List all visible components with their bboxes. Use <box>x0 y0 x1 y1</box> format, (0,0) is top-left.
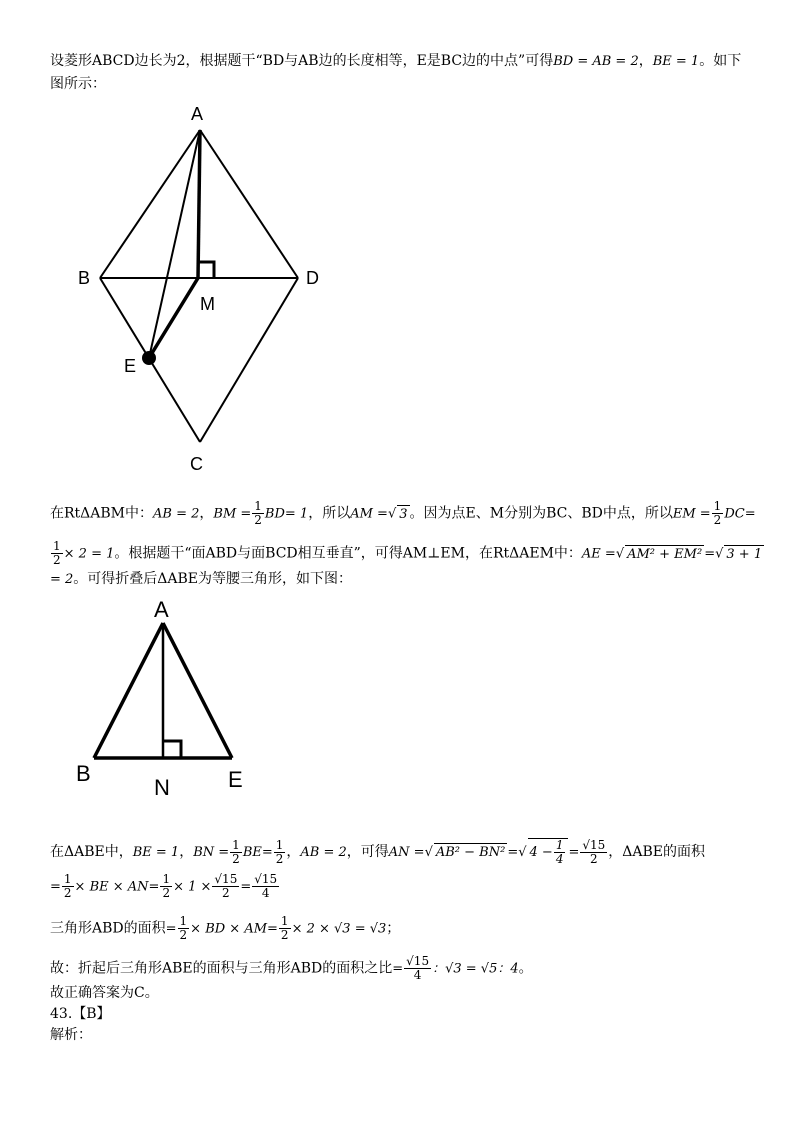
segment-AE <box>149 130 200 358</box>
para2-math-2a: BM = <box>213 506 252 522</box>
edge-AE <box>163 623 232 758</box>
frac-num: 1 <box>63 872 72 886</box>
frac-den: 2 <box>162 886 171 900</box>
para2-sep1: ， <box>199 505 214 522</box>
para3-frac-8 <box>252 873 279 900</box>
frac-den: 4 <box>261 886 270 900</box>
label-M: M <box>200 294 215 314</box>
para2-line1: 在RtΔABM中：AB = 2，BM = $\frac{1}{2}$ BD= 1，所以AM =√ 3 。因为点E、M分别为BC、BD中点，所以EM = $\frac{1}{2}$ DC= <box>50 499 756 527</box>
para3-math-2: BN = <box>193 845 230 860</box>
edge-AB <box>100 130 200 278</box>
edge-AB <box>94 623 163 758</box>
para3-line1: 在ΔABE中，BE = 1，BN = $\frac{1}{2}$ BE= $\frac{1}{2}$ ，AB = 2，可得AN =√ AB² − BN² =√ 4 − $\frac{1}{4}$ = $\frac{√15}{2}$ ，ΔABE的面积 <box>50 837 706 866</box>
frac-num: 1 <box>162 872 171 886</box>
frac-den: 2 <box>63 886 72 900</box>
para3-frac-7 <box>212 873 239 900</box>
para3-sep2: ， <box>286 844 301 860</box>
para3-frac-2 <box>274 839 286 866</box>
para2-text-d: 。根据题干“面ABD与面BCD相互垂直”，可得AM⊥EM，在RtΔAEM中： <box>114 545 582 562</box>
para2-math-3: AM = <box>350 506 388 522</box>
para2-eq: = <box>744 506 756 522</box>
answer-line: 故正确答案为C。 <box>50 985 159 1001</box>
para3-text-b: ，可得 <box>346 844 389 860</box>
segment-AM <box>198 130 200 278</box>
para2-math-5: × 2 = 1 <box>63 546 115 562</box>
para4-math-1: = <box>165 921 177 937</box>
para4-frac-2 <box>279 915 291 942</box>
para5-line <box>50 955 533 982</box>
para3-frac-5 <box>62 873 74 900</box>
para4-text-a: 三角形ABD的面积 <box>50 920 166 937</box>
para2-math-6b: = <box>704 546 716 562</box>
para2-sqrt-6: AM² + EM² <box>627 546 703 562</box>
para2-math-6: AE = <box>581 546 616 562</box>
para3-text-a: 在ΔABE中， <box>50 844 133 860</box>
para3-frac-3 <box>554 839 566 866</box>
frac-den: 4 <box>413 968 422 982</box>
frac-den: 2 <box>254 513 262 527</box>
para3-sep1: ， <box>179 844 194 860</box>
frac-den: 2 <box>53 553 61 567</box>
para3-frac-4 <box>580 839 607 866</box>
right-angle-mark <box>198 262 214 278</box>
para2-sqrt-3: 3 <box>399 506 408 522</box>
label-E: E <box>228 767 243 792</box>
label-C: C <box>190 454 203 474</box>
frac-num: 1 <box>254 499 262 513</box>
para4-line <box>50 915 400 942</box>
frac-num: √15 <box>214 872 238 886</box>
label-B: B <box>76 761 91 786</box>
para3-math-1: BE = 1 <box>132 845 180 860</box>
frac-num: √15 <box>582 837 606 852</box>
para5-text-a: 故：折起后三角形ABE的面积与三角形ABD的面积之比 <box>50 960 393 977</box>
para2-math-1: AB = 2 <box>153 506 200 522</box>
para3-line2 <box>50 873 280 900</box>
analysis-label: 解析： <box>50 1027 92 1043</box>
edge-AD <box>200 130 298 278</box>
label-B: B <box>78 268 91 288</box>
para4-text-b: ； <box>386 920 401 937</box>
para2-math-4: EM = <box>672 506 711 522</box>
para4-math-2: × BD × AM= <box>190 921 278 937</box>
para2-text-a: 在RtΔABM中： <box>50 505 154 522</box>
para3-math-4: AN = <box>388 845 425 860</box>
para5-text-b: 。 <box>518 960 533 977</box>
label-A: A <box>154 597 169 622</box>
para3-sqrt-5 <box>528 838 569 866</box>
para5-frac-1 <box>404 955 431 982</box>
para2-text-c: 。因为点E、M分别为BC、BD中点，所以 <box>409 505 673 522</box>
para3-math-7: × BE × AN= <box>74 879 160 895</box>
segment-EM <box>149 278 198 358</box>
frac-num: 1 <box>179 914 188 928</box>
para2-text-e: 。可得折叠后ΔABE为等腰三角形，如下图： <box>73 571 353 587</box>
triangle-figure <box>70 595 270 805</box>
para1-line1 <box>50 52 741 71</box>
rhombus-figure <box>70 100 340 480</box>
frac-num: 1 <box>275 837 284 852</box>
para3-frac-1 <box>230 839 242 866</box>
frac-den: 2 <box>590 851 598 866</box>
para3-math-3: AB = 2 <box>300 845 347 860</box>
para3-math-5: = <box>568 845 580 860</box>
para2-frac-3 <box>51 540 63 567</box>
frac-den: 4 <box>555 852 564 866</box>
para2-frac-1 <box>252 500 264 527</box>
para3-frac-6 <box>160 873 172 900</box>
para1-line2 <box>50 75 106 93</box>
para3-math-6: = <box>50 879 61 895</box>
label-D: D <box>306 268 319 288</box>
para1-text-a: 设菱形ABCD边长为2，根据题干“BD与AB边的长度相等，E是BC边的中点”可得 <box>50 53 554 69</box>
frac-num: 1 <box>280 914 289 928</box>
question-number: 43.【B】 <box>50 1006 111 1022</box>
frac-num: 1 <box>555 838 564 852</box>
para2-math-4b: DC <box>724 506 745 522</box>
frac-den: 2 <box>232 851 240 866</box>
label-E: E <box>124 356 137 376</box>
para1-text-c: 图所示： <box>50 76 106 92</box>
frac-num: 1 <box>713 499 722 513</box>
frac-den: 2 <box>179 928 188 942</box>
para2-line2: $\frac{1}{2}$ × 2 = 1。根据题干“面ABD与面BCD相互垂直”，可得AM⊥EM，在RtΔAEM中：AE =√ AM² + EM² =√ 3 + 1 <box>53 539 763 567</box>
point-E-dot <box>142 351 156 365</box>
para4-frac-1 <box>178 915 190 942</box>
para3-sqrt-4: AB² − BN² <box>435 845 506 860</box>
para3-math-8: × 1 × <box>173 879 212 895</box>
sqrt-inner: 4 − <box>529 845 553 860</box>
para2-text-b: ，所以 <box>308 505 351 522</box>
para3-math-9: = <box>240 879 252 895</box>
para3-math-4b: = <box>507 845 519 860</box>
frac-num: 1 <box>232 837 240 852</box>
para2-sqrt-6b: 3 + 1 <box>726 546 763 562</box>
para5-math-2: ：√3 = √5：4 <box>432 961 519 977</box>
para4-math-3: × 2 × √3 = √3 <box>291 921 387 937</box>
para1-sep: ， <box>638 53 653 69</box>
frac-den: 2 <box>275 851 284 866</box>
right-angle-mark <box>163 741 181 758</box>
frac-den: 2 <box>280 928 289 942</box>
frac-den: 2 <box>222 886 230 900</box>
para3-text-c: ，ΔABE的面积 <box>608 844 706 860</box>
frac-num: √15 <box>406 954 430 968</box>
para1-math-2: BE = 1 <box>652 54 700 69</box>
para1-math-1: BD = AB = 2 <box>553 54 639 69</box>
frac-num: √15 <box>254 872 278 886</box>
para2-math-7: = 2 <box>50 572 74 587</box>
para1-text-b: 。如下 <box>699 53 742 69</box>
label-A: A <box>191 104 204 124</box>
para5-math-1: = <box>392 961 404 977</box>
para3-math-2b: BE= <box>242 845 273 860</box>
para2-math-2b: BD= 1 <box>264 506 309 522</box>
para2-line3 <box>50 570 352 589</box>
label-N: N <box>154 775 170 800</box>
para2-frac-2 <box>712 500 724 527</box>
frac-num: 1 <box>53 539 61 553</box>
frac-den: 2 <box>713 513 722 527</box>
